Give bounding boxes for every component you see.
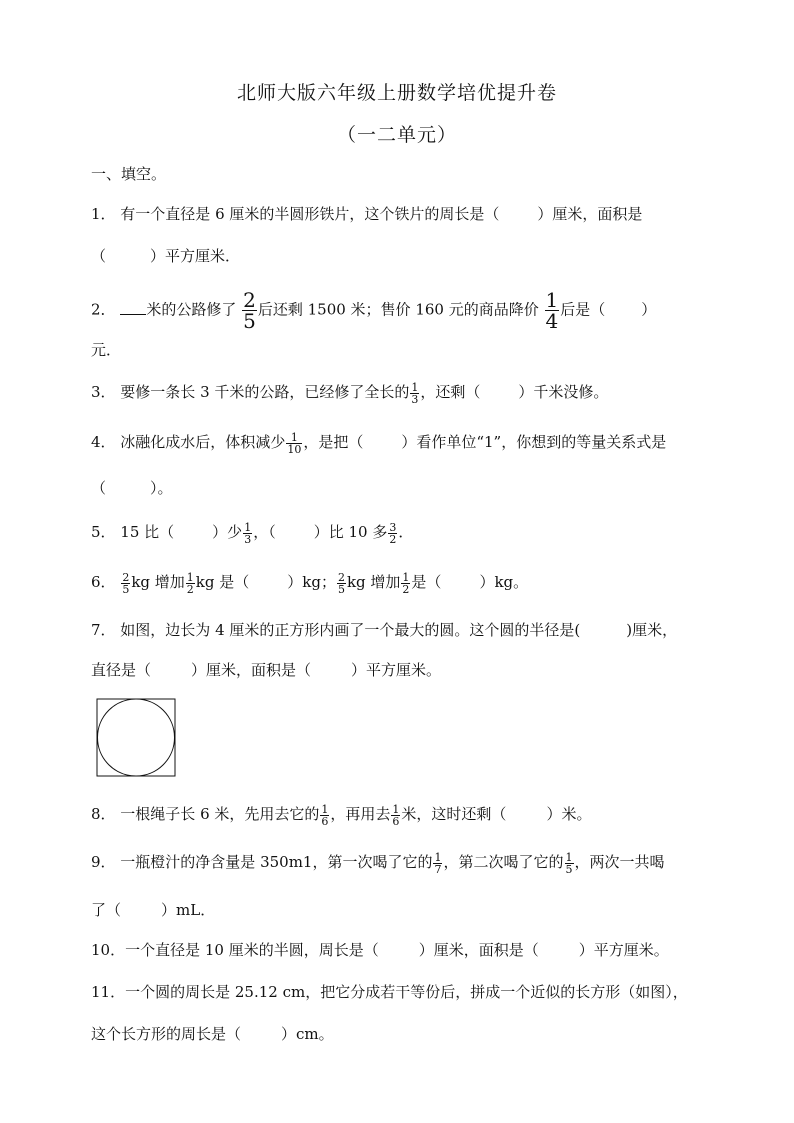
fraction: $\frac{1}{2}$ <box>402 570 410 596</box>
question-9-line-1: 9． 一瓶橙汁的净含量是 350m1，第一次喝了它的 $\frac{1}{7}$ ，第二次喝了它的 $\frac{1}{5}$ ，两次一共喝 <box>91 850 665 876</box>
question-5: 5． 15 比（ ）少 $\frac{1}{3}$ ，（ ）比 10 多 $\frac{3}{2}$ ． <box>91 520 414 546</box>
question-4-line-1: 4． 冰融化成水后，体积减少 $\frac{1}{10}$ ，是把（ ）看作单位“1”，你想到的等量关系式是 <box>91 430 667 456</box>
fraction: $\frac{1}{3}$ <box>411 380 419 406</box>
answer-underline[interactable] <box>120 300 146 315</box>
fraction: $\frac{1}{3}$ <box>244 520 252 546</box>
question-1-line-1: 1． 有一个直径是 6 厘米的半圆形铁片，这个铁片的周长是（ ）厘米，面积是 <box>91 205 643 223</box>
question-1-line-2: （ ）平方厘米． <box>91 247 241 265</box>
inscribed-circle-shape <box>98 699 175 776</box>
question-7-line-2: 直径是（ ）厘米，面积是（ ）平方厘米。 <box>91 661 442 679</box>
fraction: $\frac{1}{10}$ <box>287 430 302 456</box>
question-6: 6． $\frac{2}{5}$ kg 增加 $\frac{1}{2}$ kg 是（ ）kg； $\frac{2}{5}$ kg 增加 $\frac{1}{2}$ 是（ ）kg。 <box>91 570 529 596</box>
question-11-line-1: 11．一个圆的周长是 25.12 cm，把它分成若干等份后，拼成一个近似的长方形（如图）， <box>91 983 688 1001</box>
question-7-line-1: 7． 如图，边长为 4 厘米的正方形内画了一个最大的圆。这个圆的半径是( )厘米， <box>91 621 678 639</box>
section-heading: 一、填空。 <box>91 165 167 183</box>
question-8: 8． 一根绳子长 6 米，先用去它的 $\frac{1}{6}$ ，再用去 $\frac{1}{6}$ 米，这时还剩（ ）米。 <box>91 802 592 828</box>
fraction: $\frac{2}{5}$ <box>337 570 345 596</box>
question-10: 10．一个直径是 10 厘米的半圆，周长是（ ）厘米，面积是（ ）平方厘米。 <box>91 941 669 959</box>
question-2-line-1: 2． 米的公路修了 $\frac{2}{5}$ 后还剩 1500 米；售价 160 元的商品降价 $\frac{1}{4}$ 后是（ ） <box>91 288 657 333</box>
question-4-line-2: （ ）。 <box>91 479 173 497</box>
fraction: $\frac{1}{6}$ <box>321 802 329 828</box>
question-11-line-2: 这个长方形的周长是（ ）cm。 <box>91 1025 334 1043</box>
question-2-line-2: 元． <box>91 341 122 359</box>
question-9-line-2: 了（ ）mL． <box>91 901 216 919</box>
fraction: $\frac{1}{7}$ <box>434 850 442 876</box>
question-3: 3． 要修一条长 3 千米的公路，已经修了全长的 $\frac{1}{3}$ ，还剩（ ）千米没修。 <box>91 380 609 406</box>
fraction: $\frac{3}{2}$ <box>389 520 397 546</box>
fraction: $\frac{1}{6}$ <box>392 802 400 828</box>
fraction: $\frac{2}{5}$ <box>243 288 256 333</box>
fraction: $\frac{1}{2}$ <box>186 570 194 596</box>
fraction: $\frac{1}{4}$ <box>545 288 559 333</box>
page-title: 北师大版六年级上册数学培优提升卷 <box>236 82 557 104</box>
fraction: $\frac{1}{5}$ <box>565 850 573 876</box>
square-with-inscribed-circle-figure <box>96 698 176 778</box>
page-subtitle: （一二单元） <box>336 124 457 146</box>
fraction: $\frac{2}{5}$ <box>122 570 130 596</box>
